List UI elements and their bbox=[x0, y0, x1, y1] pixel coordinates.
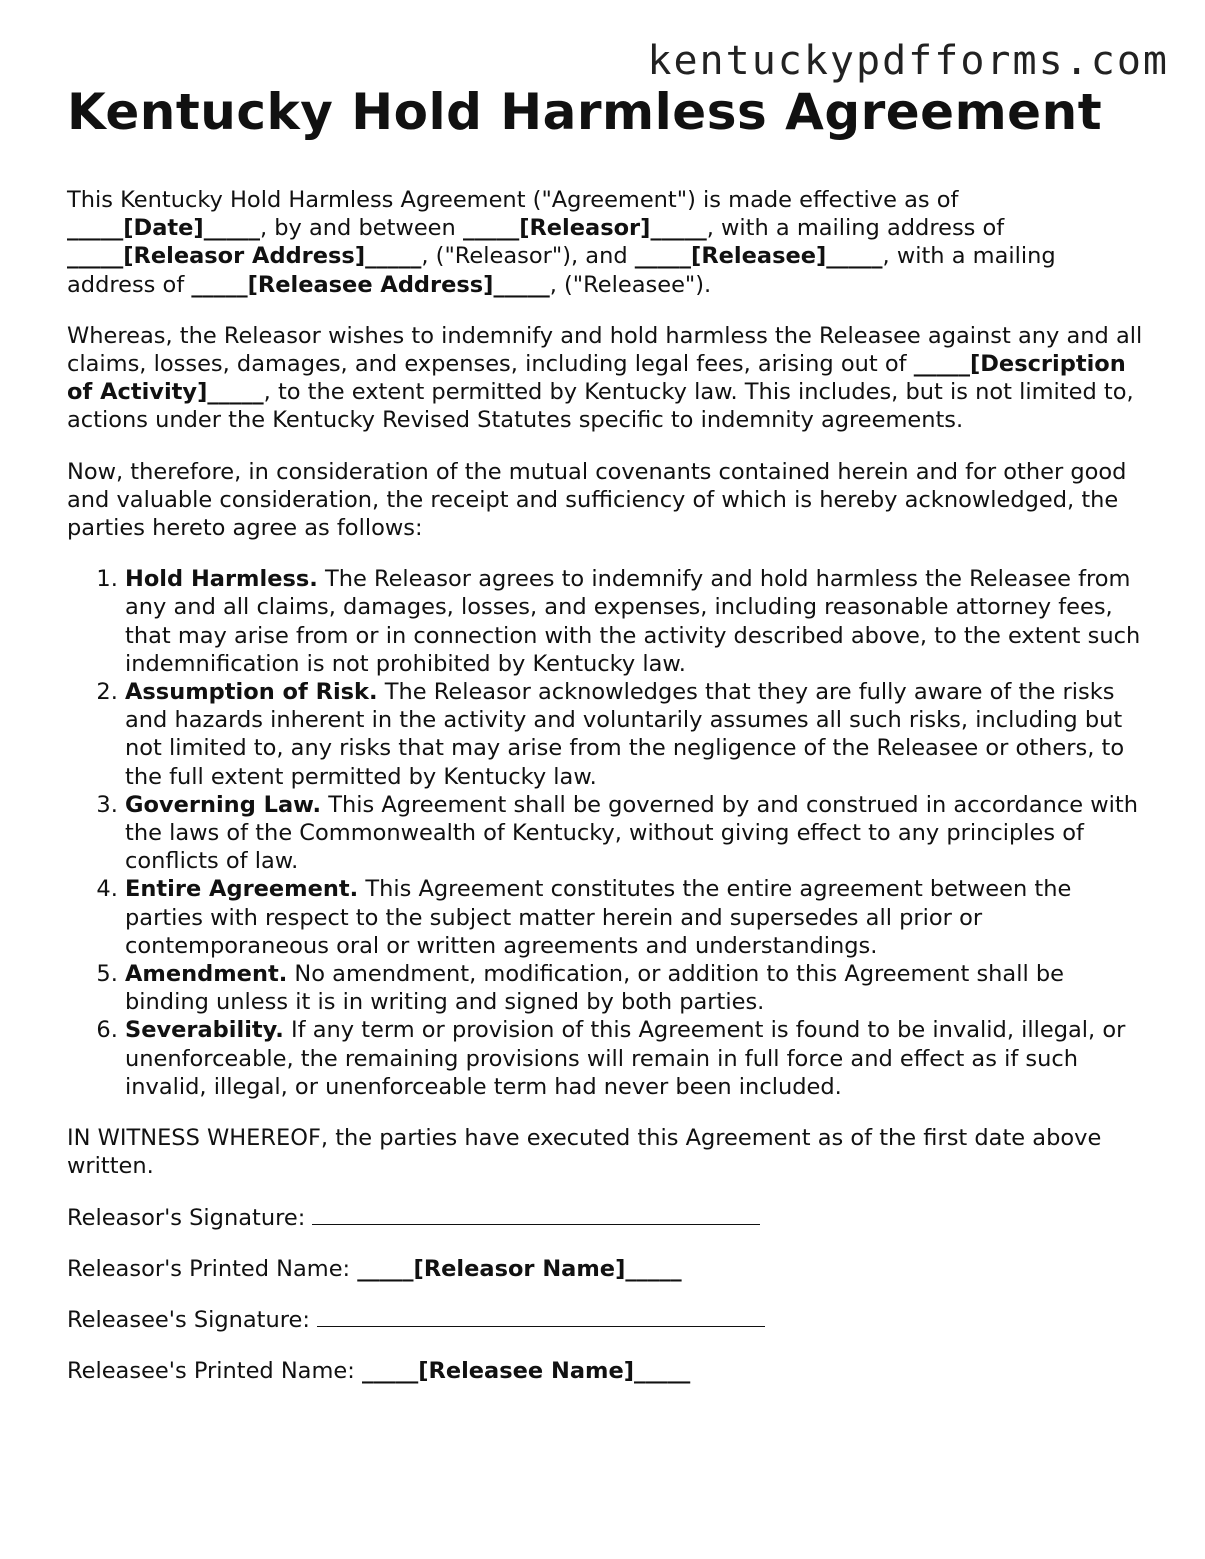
clause-text: This Agreement shall be governed by and construed in accordance with the laws of the Commonwealth of Kentucky, without giving effect to any principles of conflicts of law. bbox=[125, 791, 1138, 875]
clause-entire-agreement bbox=[125, 875, 1147, 960]
activity-description-field[interactable]: _____[Description of Activity]_____ bbox=[67, 351, 1126, 406]
releasor-signature-line[interactable] bbox=[312, 1206, 760, 1225]
date-field[interactable]: _____[Date]_____ bbox=[67, 215, 260, 242]
clause-heading: Hold Harmless. bbox=[125, 566, 318, 593]
intro-text-5: , with a mailing address of bbox=[67, 243, 1056, 298]
clause-heading: Entire Agreement. bbox=[125, 876, 359, 903]
intro-text-6: , ("Releasee"). bbox=[549, 271, 712, 298]
releasor-name-row bbox=[67, 1255, 1147, 1283]
releasor-address-field[interactable]: _____[Releasor Address]_____ bbox=[67, 243, 422, 270]
clause-heading: Amendment. bbox=[125, 961, 288, 988]
clause-heading: Assumption of Risk. bbox=[125, 679, 378, 706]
clause-severability bbox=[125, 1016, 1147, 1101]
releasee-name-row bbox=[67, 1357, 1147, 1385]
clause-text: This Agreement constitutes the entire agreement between the parties with respect to the subject matter herein and supersedes all prior or contemporaneous oral or written agreements and understandings. bbox=[125, 876, 1072, 959]
clause-governing-law bbox=[125, 791, 1147, 876]
releasee-address-field[interactable]: _____[Releasee Address]_____ bbox=[191, 271, 550, 298]
releasee-signature-label: Releasee's Signature: bbox=[67, 1306, 318, 1333]
releasee-field[interactable]: _____[Releasee]_____ bbox=[634, 243, 883, 270]
whereas-text-2: , to the extent permitted by Kentucky law. This includes, but is not limited to, actions under the Kentucky Revised Statutes specific to indemnity agreements. bbox=[67, 379, 1134, 434]
clause-amendment bbox=[125, 960, 1147, 1016]
witness-paragraph: IN WITNESS WHEREOF, the parties have executed this Agreement as of the first date above written. bbox=[67, 1125, 1102, 1180]
releasor-field[interactable]: _____[Releasor]_____ bbox=[462, 215, 707, 242]
releasee-name-label: Releasee's Printed Name: bbox=[67, 1358, 362, 1385]
document-title: Kentucky Hold Harmless Agreement bbox=[67, 83, 1103, 141]
whereas-text-1: Whereas, the Releasor wishes to indemnify and hold harmless the Releasee against any and all claims, losses, damages, and expenses, including legal fees, arising out of bbox=[67, 322, 1143, 378]
clause-heading: Severability. bbox=[125, 1017, 284, 1044]
clause-text: No amendment, modification, or addition to this Agreement shall be binding unless it is in writing and signed by both parties. bbox=[125, 961, 1065, 1016]
whereas-paragraph bbox=[67, 322, 1147, 435]
intro-text-3: , with a mailing address of bbox=[706, 215, 1005, 242]
releasor-signature-label: Releasor's Signature: bbox=[67, 1204, 313, 1231]
intro-text-2: , by and between bbox=[259, 215, 463, 242]
clause-hold-harmless bbox=[125, 565, 1147, 678]
releasee-name-field[interactable]: _____[Releasee Name]_____ bbox=[361, 1358, 691, 1385]
releasee-signature-row bbox=[67, 1306, 1147, 1334]
clause-text: The Releasor acknowledges that they are fully aware of the risks and hazards inherent in the activity and voluntarily assumes all such risks, including but not limited to, any risks that may arise from the negligence of the Releasee or others, to the full extent permitted by Kentucky law. bbox=[125, 679, 1125, 790]
releasee-signature-line[interactable] bbox=[317, 1308, 765, 1327]
clause-assumption-of-risk bbox=[125, 678, 1147, 791]
clause-text: If any term or provision of this Agreement is found to be invalid, illegal, or unenforceable, the remaining provisions will remain in full force and effect as if such invalid, illegal, or unenforceable term had never been included. bbox=[125, 1017, 1126, 1100]
intro-paragraph bbox=[67, 186, 1147, 299]
releasor-name-field[interactable]: _____[Releasor Name]_____ bbox=[357, 1255, 682, 1282]
intro-text-1: This Kentucky Hold Harmless Agreement ("Agreement") is made effective as of bbox=[67, 187, 959, 213]
releasor-signature-row bbox=[67, 1204, 1147, 1232]
releasor-name-label: Releasor's Printed Name: bbox=[67, 1255, 358, 1282]
now-therefore-paragraph: Now, therefore, in consideration of the mutual covenants contained herein and for other good and valuable consideration, the receipt and sufficiency of which is hereby acknowledged, the parties hereto agree as follows: bbox=[67, 458, 1127, 542]
clause-text: The Releasor agrees to indemnify and hold harmless the Releasee from any and all claims, damages, losses, and expenses, including reasonable attorney fees, that may arise from or in connection with the activity described above, to the extent such indemnification is not prohibited by Kentucky law. bbox=[125, 566, 1141, 677]
clause-heading: Governing Law. bbox=[125, 791, 322, 818]
clauses-list bbox=[67, 565, 1147, 1101]
intro-text-4: , ("Releasor"), and bbox=[421, 243, 635, 270]
watermark: kentuckypdfforms.com bbox=[647, 38, 1169, 84]
document-body bbox=[67, 80, 1147, 1408]
